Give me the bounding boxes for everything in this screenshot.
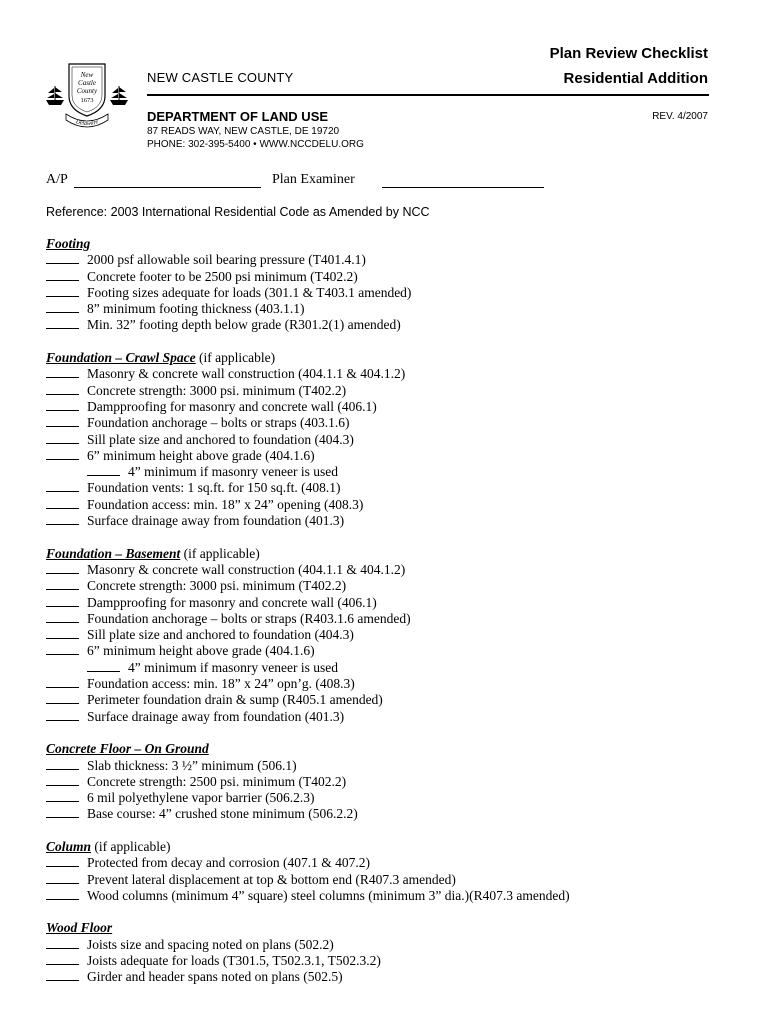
checklist-item — [46, 415, 736, 431]
check-blank[interactable] — [46, 855, 79, 867]
checklist-section — [46, 236, 736, 334]
ap-label: A/P — [46, 172, 68, 187]
checklist-item — [46, 937, 736, 953]
check-blank[interactable] — [46, 692, 79, 704]
section-heading — [46, 741, 736, 757]
checklist-item-text: Joists size and spacing noted on plans (502.2) — [87, 936, 334, 952]
section-note: (if applicable) — [195, 350, 276, 366]
seal-ribbon-text: Delaware — [74, 119, 100, 128]
check-blank[interactable] — [46, 790, 79, 802]
checklist — [46, 236, 736, 1002]
check-blank[interactable] — [46, 676, 79, 688]
check-blank[interactable] — [46, 758, 79, 770]
checklist-section — [46, 741, 736, 822]
checklist-item — [46, 692, 736, 708]
check-blank[interactable] — [46, 937, 79, 949]
check-blank[interactable] — [46, 301, 79, 313]
section-note: (if applicable) — [180, 545, 260, 561]
check-blank[interactable] — [46, 806, 79, 818]
checklist-item-text: 4” minimum if masonry veneer is used — [128, 659, 338, 675]
checklist-item-text: Footing sizes adequate for loads (301.1 & T403.1 amended) — [87, 284, 412, 300]
county-name: NEW CASTLE COUNTY — [147, 70, 294, 85]
checklist-item-text: Wood columns (minimum 4” square) steel columns (minimum 3” dia.)(R407.3 amended) — [87, 887, 570, 903]
checklist-item — [46, 855, 736, 871]
checklist-item — [46, 709, 736, 725]
seal-year: 1673 — [80, 97, 94, 104]
checklist-item — [46, 758, 736, 774]
section-heading — [46, 839, 736, 855]
department-name: DEPARTMENT OF LAND USE — [147, 109, 329, 124]
check-blank[interactable] — [46, 611, 79, 623]
checklist-item — [46, 399, 736, 415]
checklist-item-text: Sill plate size and anchored to foundation (404.3) — [87, 627, 354, 643]
checklist-item — [46, 643, 736, 659]
header-rule — [147, 94, 709, 96]
checklist-item-text: 2000 psf allowable soil bearing pressure (T401.4.1) — [87, 252, 366, 268]
checklist-item — [46, 497, 736, 513]
checklist-item-text: Slab thickness: 3 ½” minimum (506.1) — [87, 757, 297, 773]
check-blank[interactable] — [87, 660, 120, 672]
section-title: Wood Floor — [46, 920, 113, 936]
county-seal-logo — [44, 58, 130, 130]
checklist-item — [46, 888, 736, 904]
check-blank[interactable] — [46, 399, 79, 411]
check-blank[interactable] — [46, 872, 79, 884]
checklist-item — [46, 578, 736, 594]
check-blank[interactable] — [46, 383, 79, 395]
document-title: Plan Review Checklist — [549, 45, 708, 62]
check-blank[interactable] — [46, 709, 79, 721]
seal-line2: Castle — [78, 79, 96, 87]
checklist-item-text: Base course: 4” crushed stone minimum (506.2.2) — [87, 806, 358, 822]
section-title: Concrete Floor – On Ground — [46, 741, 209, 757]
checklist-item — [46, 676, 736, 692]
plan-examiner-label: Plan Examiner — [272, 172, 355, 187]
checklist-item — [46, 432, 736, 448]
checklist-item-text: Protected from decay and corrosion (407.1 & 407.2) — [87, 855, 371, 871]
check-blank[interactable] — [46, 366, 79, 378]
checklist-item-text: Surface drainage away from foundation (401.3) — [87, 708, 345, 724]
check-blank[interactable] — [46, 415, 79, 427]
section-title: Foundation – Crawl Space — [46, 350, 196, 366]
check-blank[interactable] — [46, 888, 79, 900]
checklist-item — [46, 774, 736, 790]
seal-line3: County — [76, 87, 98, 95]
check-blank[interactable] — [46, 969, 79, 981]
checklist-item — [46, 301, 736, 317]
check-blank[interactable] — [46, 497, 79, 509]
ship-right-icon — [110, 86, 128, 105]
check-blank[interactable] — [87, 464, 120, 476]
check-blank[interactable] — [46, 285, 79, 297]
check-blank[interactable] — [46, 269, 79, 281]
checklist-item — [46, 464, 736, 480]
checklist-item-text: 8” minimum footing thickness (403.1.1) — [87, 301, 305, 317]
checklist-item — [46, 269, 736, 285]
section-heading — [46, 236, 736, 252]
code-reference: Reference: 2003 International Residential Code as Amended by NCC — [46, 205, 430, 219]
document-subtitle: Residential Addition — [563, 70, 708, 87]
section-heading — [46, 546, 736, 562]
checklist-item — [46, 872, 736, 888]
checklist-item — [46, 448, 736, 464]
checklist-item-text: Min. 32” footing depth below grade (R301.2(1) amended) — [87, 317, 401, 333]
check-blank[interactable] — [46, 643, 79, 655]
check-blank[interactable] — [46, 953, 79, 965]
checklist-item — [46, 252, 736, 268]
checklist-section — [46, 839, 736, 904]
checklist-item-text: Foundation access: min. 18” x 24” opening (408.3) — [87, 496, 364, 512]
checklist-item-text: Foundation vents: 1 sq.ft. for 150 sq.ft. (408.1) — [87, 480, 341, 496]
department-phone: PHONE: 302-395-5400 • WWW.NCCDELU.ORG — [147, 139, 364, 150]
section-title: Column — [46, 838, 92, 854]
checklist-item — [46, 969, 736, 985]
checklist-item-text: Joists adequate for loads (T301.5, T502.3.1, T502.3.2) — [87, 953, 381, 969]
checklist-item — [46, 383, 736, 399]
checklist-item — [46, 285, 736, 301]
checklist-item — [46, 627, 736, 643]
checklist-item — [46, 366, 736, 382]
checklist-item-text: Dampproofing for masonry and concrete wall (406.1) — [87, 594, 377, 610]
plan-examiner-field[interactable] — [382, 187, 544, 188]
checklist-item-text: Concrete strength: 3000 psi. minimum (T402.2) — [87, 578, 347, 594]
checklist-item-text: Foundation access: min. 18” x 24” opn’g. (408.3) — [87, 676, 355, 692]
section-heading — [46, 920, 736, 936]
checklist-item — [46, 562, 736, 578]
seal-line1: New — [80, 71, 94, 79]
checklist-item-text: Surface drainage away from foundation (401.3) — [87, 513, 345, 529]
checklist-item-text: Concrete strength: 2500 psi. minimum (T402.2) — [87, 773, 347, 789]
checklist-item-text: 6” minimum height above grade (404.1.6) — [87, 447, 315, 463]
checklist-item — [46, 806, 736, 822]
checklist-item-text: Concrete footer to be 2500 psi minimum (T402.2) — [87, 268, 358, 284]
checklist-item — [46, 595, 736, 611]
check-blank[interactable] — [46, 432, 79, 444]
check-blank[interactable] — [46, 480, 79, 492]
checklist-item — [46, 480, 736, 496]
checklist-section — [46, 546, 736, 725]
section-title: Footing — [46, 236, 91, 251]
checklist-item — [46, 660, 736, 676]
check-blank[interactable] — [46, 595, 79, 607]
checklist-item-text: Masonry & concrete wall construction (404.1.1 & 404.1.2) — [87, 366, 406, 382]
checklist-item-text: Masonry & concrete wall construction (404.1.1 & 404.1.2) — [87, 561, 406, 577]
check-blank[interactable] — [46, 448, 79, 460]
checklist-item — [46, 611, 736, 627]
checklist-section — [46, 350, 736, 529]
checklist-item-text: Girder and header spans noted on plans (502.5) — [87, 969, 343, 985]
check-blank[interactable] — [46, 562, 79, 574]
check-blank[interactable] — [46, 578, 79, 590]
check-blank[interactable] — [46, 513, 79, 525]
check-blank[interactable] — [46, 774, 79, 786]
checklist-item-text: Foundation anchorage – bolts or straps (403.1.6) — [87, 415, 350, 431]
checklist-item — [46, 317, 736, 333]
section-note: (if applicable) — [91, 838, 171, 854]
check-blank[interactable] — [46, 252, 79, 264]
checklist-item-text: 4” minimum if masonry veneer is used — [128, 464, 338, 480]
ap-field[interactable] — [74, 187, 261, 188]
checklist-item — [46, 513, 736, 529]
checklist-item-text: 6” minimum height above grade (404.1.6) — [87, 643, 315, 659]
ship-left-icon — [46, 86, 64, 105]
checklist-item-text: Sill plate size and anchored to foundation (404.3) — [87, 431, 354, 447]
checklist-item — [46, 790, 736, 806]
check-blank[interactable] — [46, 627, 79, 639]
checklist-item-text: Foundation anchorage – bolts or straps (R403.1.6 amended) — [87, 610, 411, 626]
check-blank[interactable] — [46, 317, 79, 329]
section-heading — [46, 350, 736, 366]
revision-label: REV. 4/2007 — [652, 111, 708, 122]
checklist-item — [46, 953, 736, 969]
checklist-item-text: Concrete strength: 3000 psi. minimum (T402.2) — [87, 382, 347, 398]
checklist-section — [46, 920, 736, 985]
checklist-item-text: 6 mil polyethylene vapor barrier (506.2.3) — [87, 790, 315, 806]
section-title: Foundation – Basement — [46, 545, 181, 561]
checklist-item-text: Dampproofing for masonry and concrete wall (406.1) — [87, 398, 377, 414]
checklist-item-text: Prevent lateral displacement at top & bottom end (R407.3 amended) — [87, 871, 456, 887]
checklist-item-text: Perimeter foundation drain & sump (R405.1 amended) — [87, 692, 383, 708]
department-address: 87 READS WAY, NEW CASTLE, DE 19720 — [147, 126, 340, 137]
